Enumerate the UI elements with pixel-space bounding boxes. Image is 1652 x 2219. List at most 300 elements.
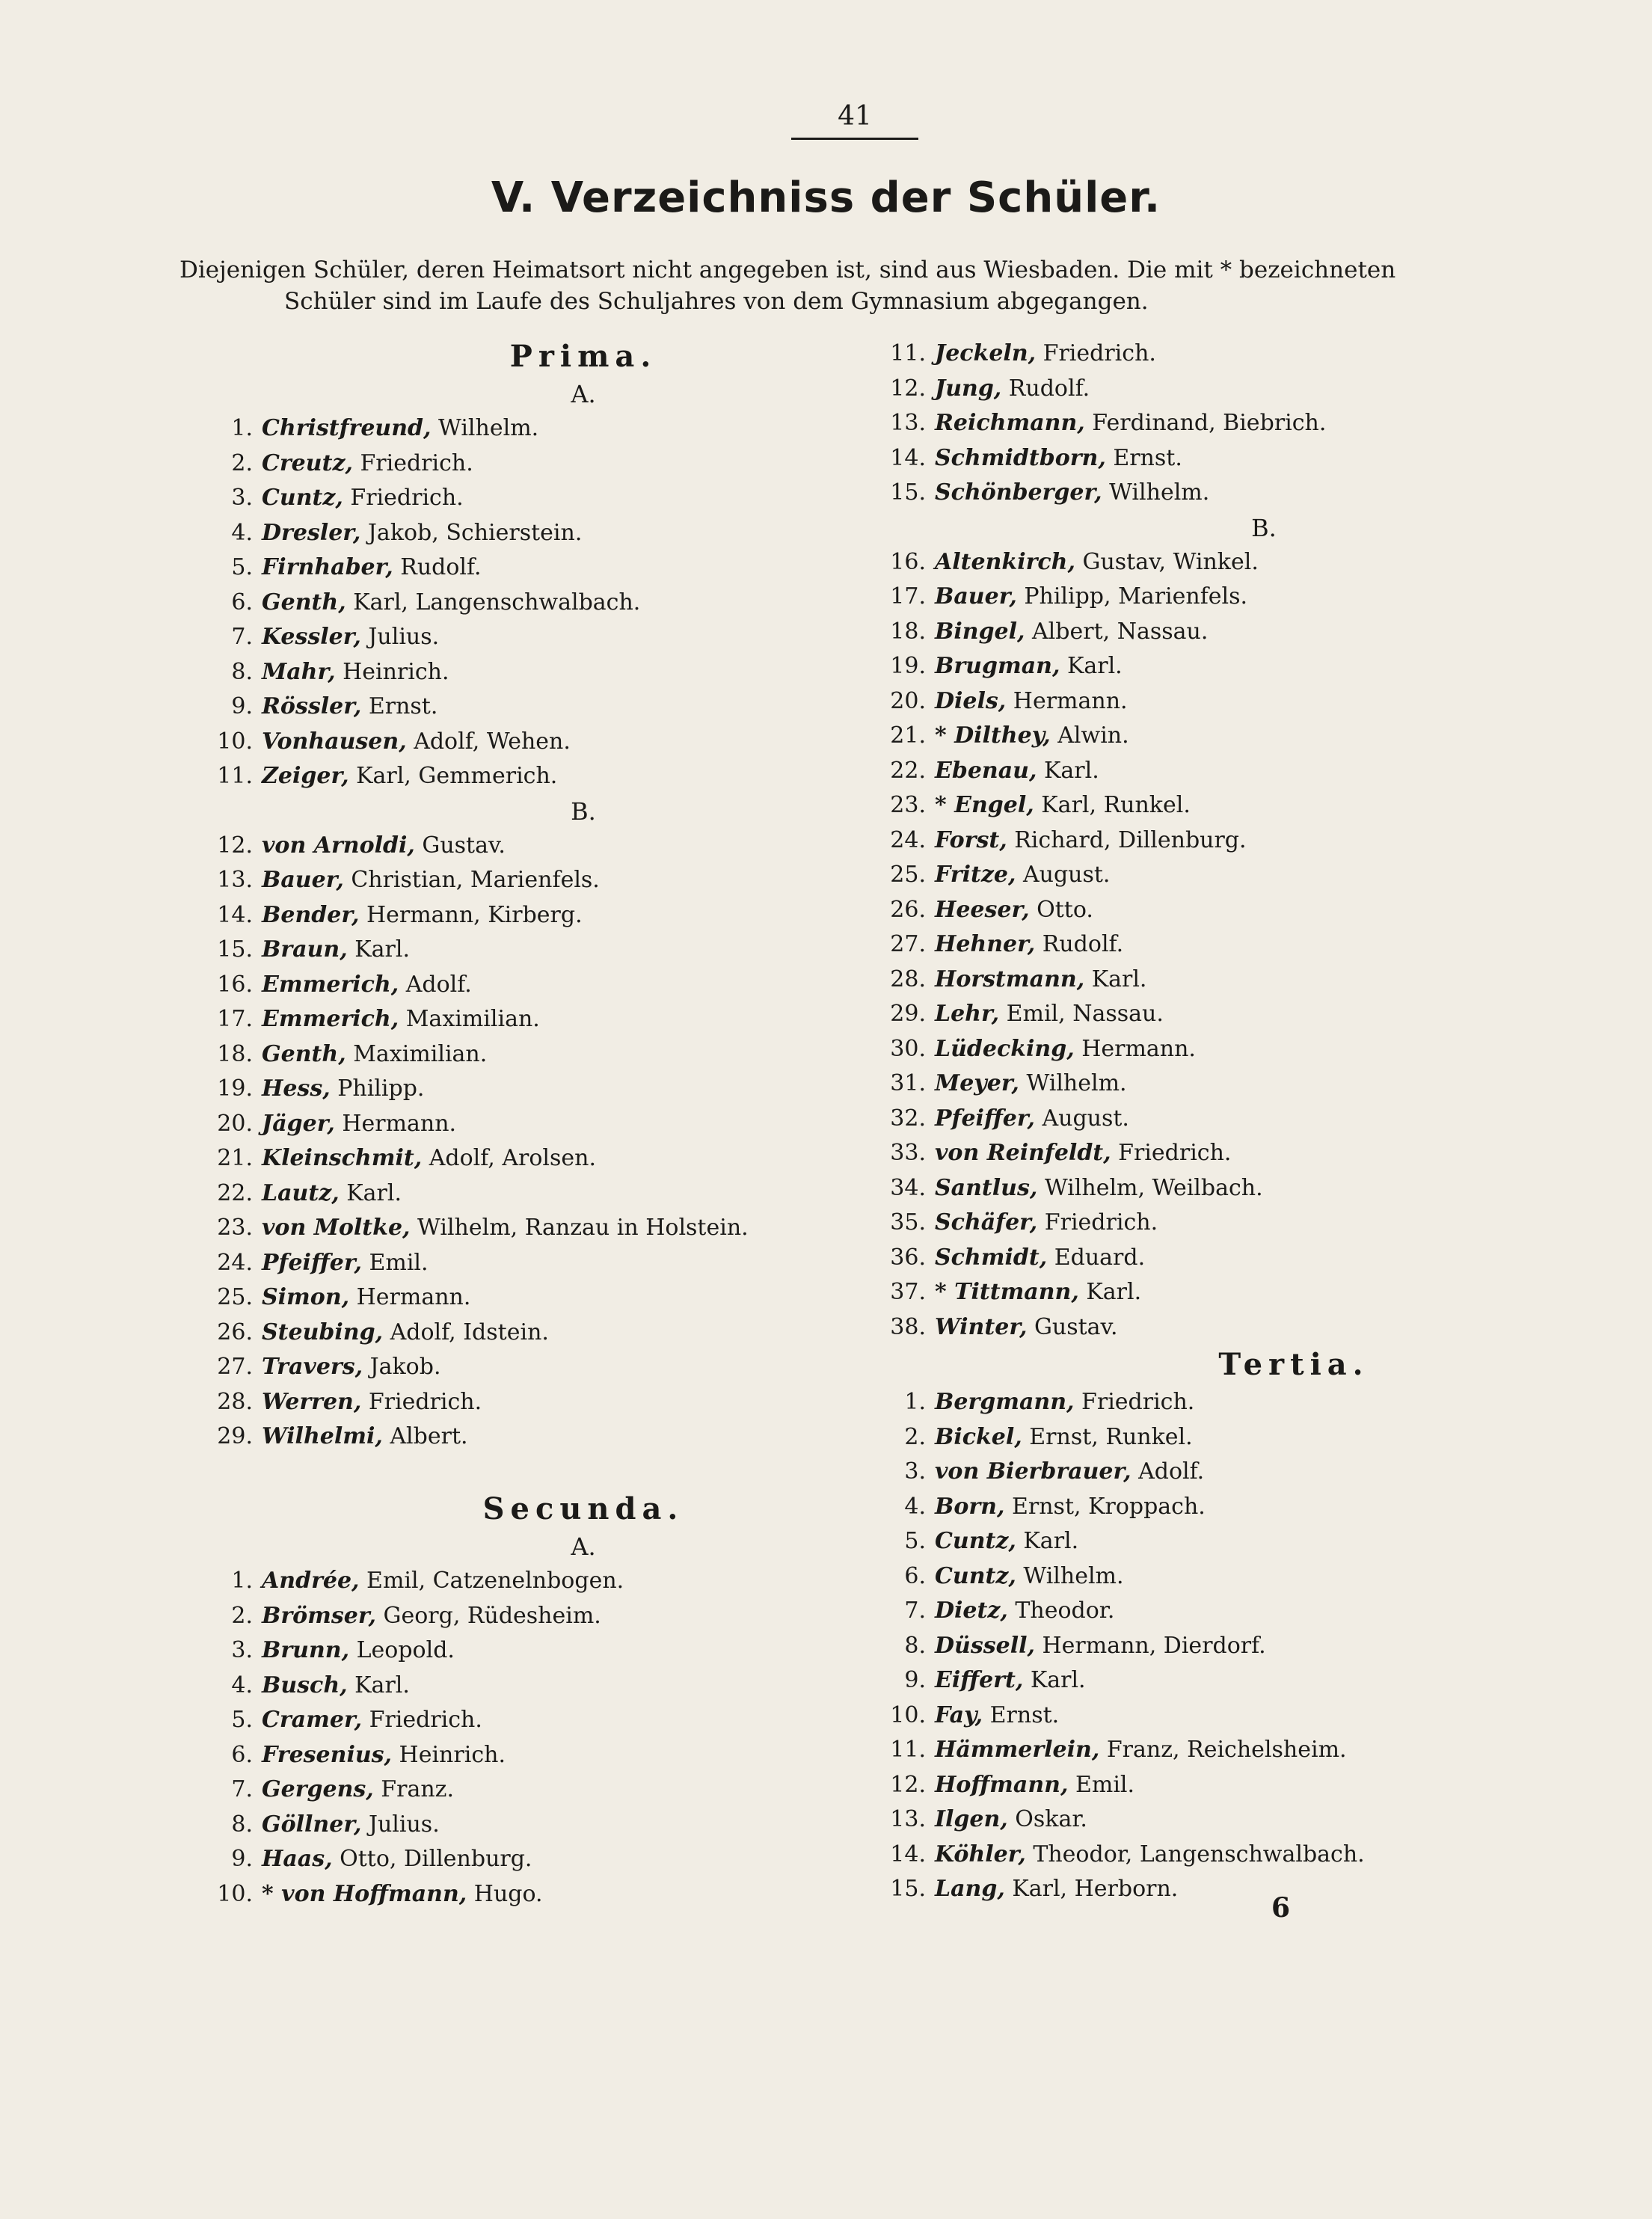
- student-surname: Altenkirch,: [935, 548, 1075, 575]
- intro-line-1: Diejenigen Schüler, deren Heimatsort nicht angegeben ist, sind aus Wiesbaden. Die mit * bezeichneten: [179, 257, 1396, 283]
- student-surname: Vonhausen,: [262, 728, 407, 755]
- student-surname: Bauer,: [935, 583, 1017, 610]
- student-entry: [868, 963, 1541, 998]
- student-surname: Hämmerlein,: [935, 1737, 1100, 1763]
- page-number: 41: [791, 101, 918, 140]
- student-details: Hermann, Kirberg.: [366, 901, 583, 928]
- student-details: Albert.: [390, 1423, 468, 1449]
- student-surname: Düssell,: [935, 1632, 1035, 1659]
- class-heading: Prima.: [509, 339, 657, 374]
- student-details: Maximilian.: [405, 1006, 540, 1032]
- student-surname: Bergmann,: [935, 1389, 1075, 1415]
- student-details: Theodor.: [1015, 1598, 1115, 1624]
- student-surname: Bingel,: [935, 618, 1025, 645]
- student-surname: Bickel,: [935, 1423, 1022, 1450]
- student-surname: Kleinschmit,: [262, 1145, 423, 1171]
- student-details: Heinrich.: [399, 1741, 506, 1768]
- student-surname: Fresenius,: [262, 1741, 392, 1768]
- student-entry: [868, 441, 1541, 476]
- entry-number: 23.: [217, 1215, 253, 1241]
- student-entry: [194, 1316, 868, 1351]
- entry-number: 26.: [890, 896, 926, 923]
- student-surname: Emmerich,: [262, 971, 399, 998]
- entry-number: 9.: [231, 1846, 253, 1872]
- entry-number: 12.: [890, 375, 926, 402]
- entry-number: 21.: [217, 1145, 253, 1171]
- student-details: Friedrich.: [369, 1707, 482, 1733]
- student-entry: [194, 829, 868, 864]
- student-details: Theodor, Langenschwalbach.: [1033, 1841, 1365, 1867]
- entry-number: 31.: [890, 1070, 926, 1096]
- student-entry: [194, 1037, 868, 1072]
- student-surname: Fay,: [935, 1701, 983, 1728]
- student-entry: [194, 1564, 868, 1599]
- student-details: Friedrich.: [360, 449, 473, 476]
- entry-number: 11.: [217, 763, 253, 789]
- student-details: August.: [1022, 862, 1111, 888]
- student-entry: [868, 615, 1541, 650]
- student-details: Wilhelm, Weilbach.: [1044, 1174, 1263, 1201]
- entry-number: 15.: [890, 1876, 926, 1902]
- right-column: [868, 337, 1541, 1907]
- student-entry: [868, 372, 1541, 407]
- student-entry: [194, 898, 868, 933]
- student-surname: Kessler,: [262, 624, 361, 650]
- entry-number: 2.: [231, 449, 253, 476]
- student-surname: Cuntz,: [935, 1562, 1016, 1589]
- student-surname: Brugman,: [935, 653, 1060, 679]
- student-details: Karl, Runkel.: [1041, 792, 1191, 818]
- entry-number: 12.: [890, 1771, 926, 1798]
- student-entry: [868, 1872, 1541, 1907]
- entry-number: 32.: [890, 1105, 926, 1132]
- student-details: Friedrich.: [1081, 1389, 1195, 1415]
- entry-number: 1.: [231, 1568, 253, 1594]
- signature-mark: 6: [1271, 1892, 1291, 1924]
- student-surname: von Reinfeldt,: [935, 1140, 1111, 1166]
- student-entry: [868, 1385, 1541, 1420]
- student-details: Otto.: [1037, 896, 1093, 923]
- student-details: Karl.: [1043, 757, 1099, 784]
- entry-number: 5.: [904, 1528, 926, 1554]
- student-details: Albert, Nassau.: [1032, 618, 1209, 645]
- student-surname: Brömser,: [262, 1602, 376, 1629]
- entry-number: 18.: [890, 618, 926, 645]
- student-entry: [868, 1420, 1541, 1455]
- student-surname: Eiffert,: [935, 1667, 1024, 1693]
- entry-number: 27.: [890, 931, 926, 957]
- student-entry: [194, 1703, 868, 1738]
- student-entry: [194, 1072, 868, 1107]
- student-surname: Lüdecking,: [935, 1035, 1075, 1062]
- student-surname: Firnhaber,: [262, 554, 393, 580]
- entry-number: 4.: [904, 1493, 926, 1520]
- student-entry: [194, 968, 868, 1003]
- entry-number: 19.: [890, 653, 926, 679]
- entry-number: 19.: [217, 1075, 253, 1102]
- entry-number: 14.: [890, 1841, 926, 1867]
- student-details: Adolf.: [1138, 1458, 1205, 1485]
- student-details: Emil, Catzenelnbogen.: [366, 1568, 624, 1594]
- student-entry: [194, 933, 868, 968]
- student-details: Karl.: [354, 936, 410, 963]
- entry-number: 18.: [217, 1040, 253, 1067]
- entry-number: 29.: [217, 1423, 253, 1449]
- student-entry: [194, 1176, 868, 1212]
- student-entry: [868, 1838, 1541, 1873]
- student-entry: [868, 1032, 1541, 1067]
- student-details: Leopold.: [356, 1637, 455, 1663]
- student-details: Rudolf.: [400, 554, 482, 580]
- student-details: Ernst.: [989, 1701, 1060, 1728]
- student-details: Emil, Nassau.: [1006, 1001, 1164, 1027]
- entry-number: 10.: [217, 1880, 253, 1907]
- student-surname: Santlus,: [935, 1174, 1038, 1201]
- entry-number: 28.: [890, 966, 926, 992]
- student-details: Ernst, Runkel.: [1029, 1423, 1193, 1450]
- student-entry: [868, 545, 1541, 580]
- student-surname: Busch,: [262, 1672, 348, 1698]
- student-entry: [868, 1524, 1541, 1559]
- section-subheading: A.: [571, 380, 596, 408]
- student-surname: Zeiger,: [262, 763, 349, 789]
- section-subheading: B.: [571, 797, 596, 826]
- student-surname: Schmidt,: [935, 1244, 1048, 1271]
- entry-number: 8.: [904, 1632, 926, 1659]
- student-entry: [194, 1350, 868, 1385]
- student-details: Hermann, Dierdorf.: [1042, 1632, 1266, 1659]
- entry-number: 5.: [231, 554, 253, 580]
- student-details: Wilhelm.: [1109, 479, 1210, 506]
- student-surname: Diels,: [935, 687, 1007, 714]
- student-surname: Jeckeln,: [935, 340, 1037, 366]
- entry-number: 38.: [890, 1313, 926, 1340]
- entry-number: 13.: [890, 1806, 926, 1832]
- entry-number: 25.: [217, 1284, 253, 1310]
- entry-number: 11.: [890, 1737, 926, 1763]
- student-entry: [194, 1773, 868, 1808]
- student-details: Hermann.: [1081, 1035, 1196, 1062]
- entry-number: 37.: [890, 1279, 926, 1305]
- entry-number: 9.: [904, 1667, 926, 1693]
- student-entry: [868, 1698, 1541, 1734]
- entry-number: 12.: [217, 832, 253, 859]
- entry-number: 6.: [231, 1741, 253, 1768]
- entry-number: 6.: [231, 589, 253, 616]
- student-entry: [868, 1455, 1541, 1490]
- student-entry: [194, 863, 868, 898]
- student-surname: Wilhelmi,: [262, 1423, 383, 1449]
- student-entry: [194, 690, 868, 725]
- student-entry: [194, 1246, 868, 1281]
- student-entry: [868, 858, 1541, 893]
- student-entry: [194, 1107, 868, 1142]
- student-surname: Hehner,: [935, 931, 1036, 957]
- student-surname: Dietz,: [935, 1598, 1008, 1624]
- entry-number: 15.: [217, 936, 253, 963]
- student-surname: Lang,: [935, 1876, 1005, 1902]
- student-entry: [868, 1275, 1541, 1310]
- student-entry: [868, 1102, 1541, 1137]
- student-entry: [868, 649, 1541, 684]
- left-column: [194, 337, 868, 1912]
- student-surname: Christfreund,: [262, 415, 432, 441]
- student-details: Karl.: [346, 1179, 402, 1206]
- student-details: Adolf, Arolsen.: [429, 1145, 597, 1171]
- student-surname: Cuntz,: [935, 1528, 1016, 1554]
- student-details: Wilhelm.: [1023, 1562, 1124, 1589]
- student-surname: Cramer,: [262, 1707, 363, 1733]
- student-surname: Göllner,: [262, 1811, 362, 1838]
- student-entry: [868, 719, 1541, 754]
- student-entry: [194, 1141, 868, 1176]
- student-surname: Bender,: [262, 901, 360, 928]
- student-entry: [868, 1594, 1541, 1629]
- student-details: Julius.: [368, 1811, 440, 1838]
- student-details: Maximilian.: [353, 1040, 488, 1067]
- student-entry: [194, 1385, 868, 1420]
- student-details: Hermann.: [1013, 687, 1128, 714]
- student-entry: [194, 1211, 868, 1246]
- student-details: Karl.: [1030, 1667, 1086, 1693]
- student-entry: [868, 1206, 1541, 1241]
- section-subheading: A.: [571, 1532, 596, 1561]
- spacer: [194, 1455, 868, 1490]
- student-details: Emil.: [1075, 1771, 1135, 1798]
- entry-number: 36.: [890, 1244, 926, 1271]
- student-surname: * Tittmann,: [935, 1279, 1079, 1305]
- student-entry: [194, 1808, 868, 1843]
- student-entry: [868, 1663, 1541, 1698]
- entry-number: 35.: [890, 1209, 926, 1236]
- student-surname: Schönberger,: [935, 479, 1102, 506]
- student-surname: Ilgen,: [935, 1806, 1008, 1832]
- student-details: Adolf, Wehen.: [414, 728, 571, 755]
- student-details: Hermann.: [342, 1110, 457, 1137]
- student-details: Franz, Reichelsheim.: [1106, 1737, 1347, 1763]
- student-details: Heinrich.: [343, 658, 449, 685]
- student-surname: Schäfer,: [935, 1209, 1038, 1236]
- student-details: Ferdinand, Biebrich.: [1092, 410, 1327, 436]
- entry-number: 15.: [890, 479, 926, 506]
- student-entry: [194, 725, 868, 760]
- student-details: Karl.: [1023, 1528, 1079, 1554]
- student-details: Ernst, Kroppach.: [1011, 1493, 1206, 1520]
- student-surname: Dresler,: [262, 519, 361, 546]
- student-entry: [194, 516, 868, 551]
- student-entry: [868, 1066, 1541, 1102]
- student-surname: Jäger,: [262, 1110, 335, 1137]
- student-surname: Emmerich,: [262, 1006, 399, 1032]
- student-surname: Cuntz,: [262, 485, 343, 511]
- student-entry: [194, 1633, 868, 1669]
- entry-number: 14.: [890, 444, 926, 471]
- student-entry: [194, 550, 868, 586]
- student-details: Friedrich.: [1118, 1140, 1232, 1166]
- student-entry: [194, 481, 868, 516]
- entry-number: 4.: [231, 519, 253, 546]
- entry-number: 11.: [890, 340, 926, 366]
- entry-number: 7.: [904, 1598, 926, 1624]
- entry-number: 17.: [890, 583, 926, 610]
- student-entry: [194, 1842, 868, 1877]
- entry-number: 1.: [231, 415, 253, 441]
- student-entry: [868, 1241, 1541, 1276]
- entry-number: 1.: [904, 1389, 926, 1415]
- student-details: Friedrich.: [1043, 340, 1156, 366]
- student-details: Oskar.: [1015, 1806, 1087, 1832]
- entry-number: 22.: [890, 757, 926, 784]
- entry-number: 2.: [904, 1423, 926, 1450]
- entry-number: 13.: [890, 410, 926, 436]
- student-details: Christian, Marienfels.: [351, 867, 600, 893]
- student-surname: Rössler,: [262, 693, 362, 719]
- student-entry: [194, 1599, 868, 1634]
- entry-number: 26.: [217, 1319, 253, 1345]
- student-details: Friedrich.: [1044, 1209, 1158, 1236]
- student-details: Jakob, Schierstein.: [367, 519, 583, 546]
- student-details: Karl.: [1091, 966, 1147, 992]
- student-surname: Winter,: [935, 1313, 1028, 1340]
- student-details: Richard, Dillenburg.: [1014, 826, 1247, 853]
- student-surname: Mahr,: [262, 658, 336, 685]
- intro-line-2: Schüler sind im Laufe des Schuljahres von dem Gymnasium abgegangen.: [284, 288, 1149, 315]
- entry-number: 14.: [217, 901, 253, 928]
- entry-number: 10.: [217, 728, 253, 755]
- entry-number: 8.: [231, 658, 253, 685]
- student-surname: von Arnoldi,: [262, 832, 415, 859]
- student-surname: Schmidtborn,: [935, 444, 1106, 471]
- student-surname: von Moltke,: [262, 1215, 411, 1241]
- student-details: Philipp, Marienfels.: [1024, 583, 1248, 610]
- student-details: Gustav.: [422, 832, 506, 859]
- class-heading: Secunda.: [482, 1491, 684, 1526]
- entry-number: 6.: [904, 1562, 926, 1589]
- student-surname: Köhler,: [935, 1841, 1026, 1867]
- student-details: Rudolf.: [1042, 931, 1124, 957]
- student-details: Julius.: [368, 624, 440, 650]
- entry-number: 3.: [231, 485, 253, 511]
- entry-number: 27.: [217, 1354, 253, 1380]
- entry-number: 24.: [890, 826, 926, 853]
- student-entry: [194, 1738, 868, 1773]
- student-entry: [868, 754, 1541, 789]
- student-entry: [194, 1002, 868, 1037]
- entry-number: 25.: [890, 862, 926, 888]
- section-subheading: B.: [1251, 513, 1277, 542]
- student-details: Adolf.: [405, 971, 472, 998]
- entry-number: 13.: [217, 867, 253, 893]
- entry-number: 20.: [217, 1110, 253, 1137]
- entry-number: 4.: [231, 1672, 253, 1698]
- student-details: Karl, Gemmerich.: [356, 763, 558, 789]
- entry-number: 20.: [890, 687, 926, 714]
- student-details: Georg, Rüdesheim.: [383, 1602, 601, 1629]
- entry-number: 24.: [217, 1249, 253, 1276]
- student-surname: Simon,: [262, 1284, 350, 1310]
- student-surname: Ebenau,: [935, 757, 1037, 784]
- student-surname: Werren,: [262, 1388, 362, 1415]
- student-entry: [194, 446, 868, 482]
- student-details: Rudolf.: [1008, 375, 1090, 402]
- student-details: Wilhelm.: [438, 415, 539, 441]
- entry-number: 30.: [890, 1035, 926, 1062]
- entry-number: 22.: [217, 1179, 253, 1206]
- student-surname: Creutz,: [262, 449, 353, 476]
- student-surname: Genth,: [262, 1040, 346, 1067]
- student-surname: Genth,: [262, 589, 346, 616]
- student-entry: [868, 337, 1541, 372]
- student-entry: [868, 406, 1541, 441]
- entry-number: 7.: [231, 624, 253, 650]
- student-details: Jakob.: [369, 1354, 441, 1380]
- student-details: August.: [1042, 1105, 1129, 1132]
- student-entry: [194, 1420, 868, 1455]
- student-surname: Jung,: [935, 375, 1002, 402]
- student-surname: Pfeiffer,: [935, 1105, 1035, 1132]
- student-entry: [868, 1802, 1541, 1838]
- student-surname: Horstmann,: [935, 966, 1085, 992]
- student-entry: [868, 823, 1541, 859]
- student-surname: Meyer,: [935, 1070, 1019, 1096]
- entry-number: 10.: [890, 1701, 926, 1728]
- student-surname: Brunn,: [262, 1637, 350, 1663]
- student-surname: * von Hoffmann,: [262, 1880, 467, 1907]
- student-details: Gustav.: [1034, 1313, 1118, 1340]
- entry-number: 28.: [217, 1388, 253, 1415]
- student-entry: [868, 927, 1541, 963]
- student-details: Karl.: [354, 1672, 410, 1698]
- student-surname: Gergens,: [262, 1776, 374, 1802]
- entry-number: 3.: [904, 1458, 926, 1485]
- student-details: Karl, Herborn.: [1012, 1876, 1179, 1902]
- entry-number: 29.: [890, 1001, 926, 1027]
- student-details: Hermann.: [356, 1284, 471, 1310]
- entry-number: 9.: [231, 693, 253, 719]
- entry-number: 8.: [231, 1811, 253, 1838]
- student-entry: [868, 1490, 1541, 1525]
- student-surname: Heeser,: [935, 896, 1030, 923]
- student-surname: Haas,: [262, 1846, 333, 1872]
- student-surname: Bauer,: [262, 867, 344, 893]
- student-entry: [868, 893, 1541, 928]
- student-details: Franz.: [381, 1776, 454, 1802]
- student-surname: Travers,: [262, 1354, 363, 1380]
- student-entry: [868, 1310, 1541, 1345]
- student-details: Adolf, Idstein.: [390, 1319, 549, 1345]
- student-surname: Hoffmann,: [935, 1771, 1069, 1798]
- student-entry: [868, 1171, 1541, 1206]
- student-surname: Born,: [935, 1493, 1005, 1520]
- student-details: Friedrich.: [368, 1388, 482, 1415]
- page-title: V. Verzeichniss der Schüler.: [491, 174, 1161, 222]
- student-details: Philipp.: [337, 1075, 425, 1102]
- student-details: Karl.: [1066, 653, 1123, 679]
- student-entry: [868, 1629, 1541, 1664]
- entry-number: 23.: [890, 792, 926, 818]
- student-entry: [868, 684, 1541, 719]
- student-entry: [868, 1733, 1541, 1768]
- student-surname: Pfeiffer,: [262, 1249, 362, 1276]
- student-entry: [194, 586, 868, 621]
- student-entry: [194, 1877, 868, 1912]
- entry-number: 21.: [890, 722, 926, 749]
- student-details: Otto, Dillenburg.: [340, 1846, 532, 1872]
- student-details: Ernst.: [368, 693, 438, 719]
- entry-number: 33.: [890, 1140, 926, 1166]
- student-entry: [868, 1768, 1541, 1803]
- student-surname: Reichmann,: [935, 410, 1085, 436]
